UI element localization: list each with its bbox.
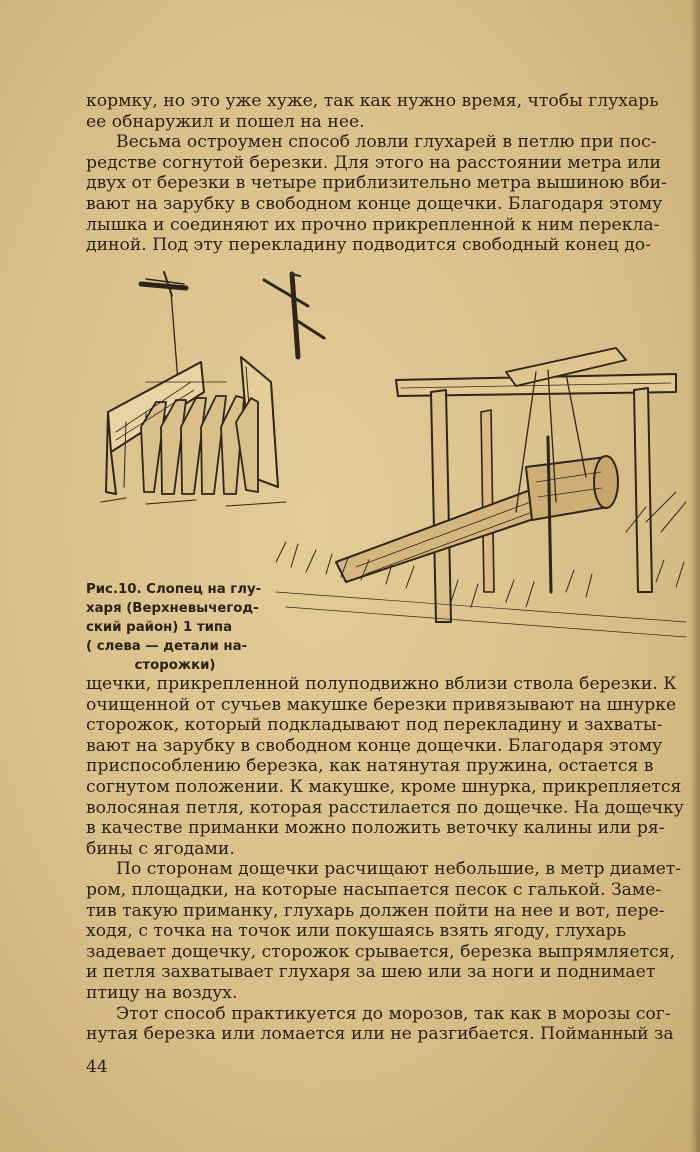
text-line: кормку, но это уже хуже, так как нужно время, чтобы глухарь [86,91,659,111]
text-line: Этот способ практикуется до морозов, так как в морозы сог- [116,1003,671,1024]
text-line: двух от березки в четыре приблизительно метра вышиною вби- [86,173,667,194]
text-line: редстве согнутой березки. Для этого на расстоянии метра или [86,152,662,173]
text-line: и петля захватывает глухаря за шею или за ноги и поднимает [86,962,656,983]
caption-line: харя (Верхневычегод- [86,601,259,616]
text-line: нутая березка или ломается или не разгибается. Пойманный за [86,1024,674,1045]
text-line: сторожок, который подкладывают под перекладину и захваты- [86,715,663,736]
peg-detail-drawing [264,274,324,357]
text-line: вают на зарубку в свободном конце дощечки. Благодаря этому [86,193,663,214]
text-line: По сторонам дощечки расчищают небольшие, в метр диамет- [116,859,682,880]
text-line: лышка и соединяют их прочно прикрепленной к ним перекла- [86,214,660,235]
text-block-bottom [86,674,692,1045]
text-line: диной. Под эту перекладину подводится свободный конец до- [86,235,651,256]
text-line: тив такую приманку, глухарь должен пойти на нее и вот, пере- [86,900,665,921]
text-line: бины с ягодами. [86,838,235,859]
text-line: щечки, прикрепленной полуподвижно вблизи ствола березки. К [86,674,677,694]
caption-line: ский район) 1 типа [86,620,233,635]
text-line: очищенной от сучьев макушке березки привязывают на шнурке [86,694,677,715]
text-block-top [86,91,692,256]
text-line: вают на зарубку в свободном конце дощечки. Благодаря этому [86,735,663,756]
caption-line: ( слева — детали на- [86,639,248,654]
text-line: ром, площадки, на которые насыпается песок с галькой. Заме- [86,879,662,900]
caption-line: Рис.10. Слопец на глу- [86,582,262,597]
trigger-detail-drawing [101,272,286,506]
text-line: ходя, с точка на точок или покушаясь взять ягоду, глухарь [86,921,626,942]
text-line: ее обнаружил и пошел на нее. [86,111,365,132]
text-line: задевает дощечку, сторожок срывается, березка выпрямляется, [86,941,676,962]
text-line: согнутом положении. К макушке, кроме шнурка, прикрепляется [86,776,682,797]
text-line: Весьма остроумен способ ловли глухарей в петлю при пос- [116,132,657,153]
text-line: волосяная петля, которая расстилается по дощечке. На дощечку [86,797,684,818]
trap-scene-drawing [276,348,686,637]
text-line: приспособлению березка, как натянутая пружина, остается в [86,756,654,777]
page-number: 44 [86,1057,108,1077]
text-line: птицу на воздух. [86,982,238,1003]
text-line: в качестве приманки можно положить веточку калины или ря- [86,818,665,839]
caption-line: сторожки) [134,658,216,673]
figure-caption [86,580,264,675]
